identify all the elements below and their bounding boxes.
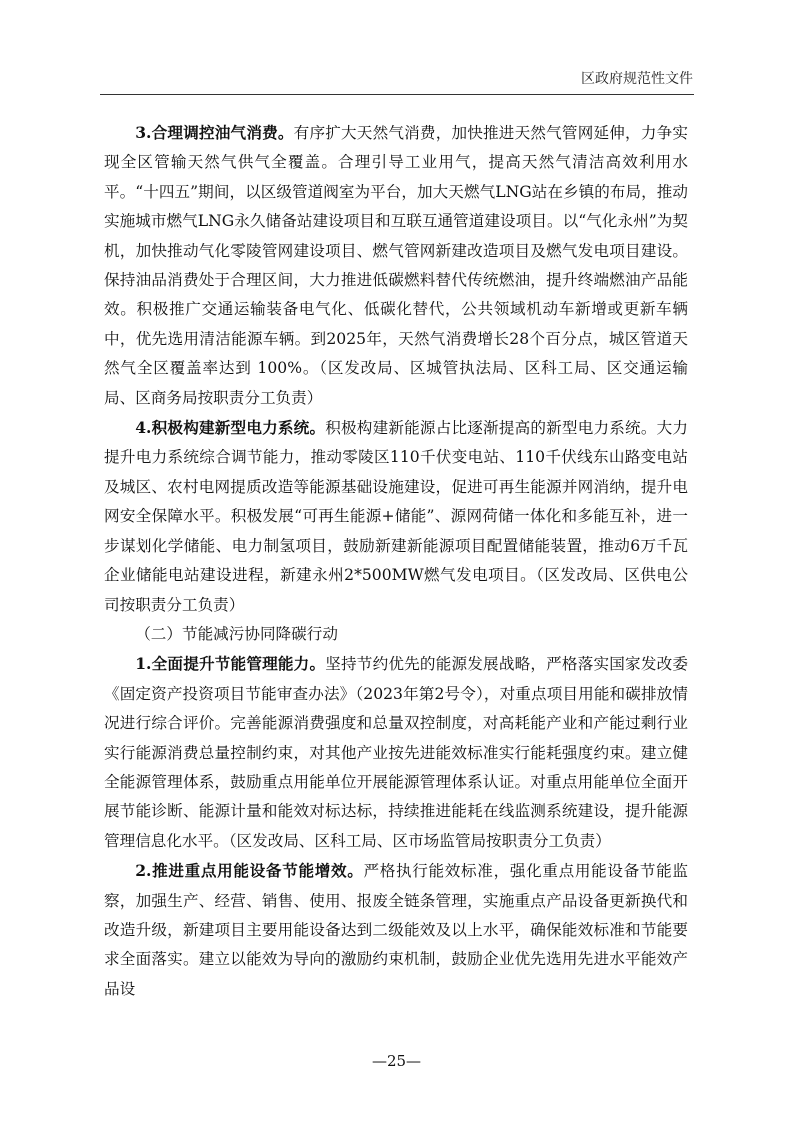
- paragraph-equipment-efficiency: [104, 856, 688, 1004]
- paragraph-oil-gas-consumption: [104, 118, 688, 413]
- page-number: —25—: [371, 1052, 422, 1070]
- paragraph-lead: 4.积极构建新型电力系统。: [135, 418, 326, 438]
- paragraph-text: 严格执行能效标准，强化重点用能设备节能监察，加强生产、经营、销售、使用、报废全链条管理，实施重点产品设备更新换代和改造升级，新建项目主要用能设备达到二级能效及以上水平，确保能效标准和节能要求全面落实。建立以能效为导向的激励约束机制，鼓励企业优先选用先进水平能效产品设: [104, 862, 688, 998]
- paragraph-lead: 2.推进重点用能设备节能增效。: [135, 861, 364, 881]
- paragraph-text: 有序扩大天然气消费，加快推进天然气管网延伸，力争实现全区管输天然气供气全覆盖。合理引导工业用气，提高天然气清洁高效利用水平。“十四五”期间，以区级管道阀室为平台，加大天燃气LNG站在乡镇的布局，推动实施城市燃气LNG永久储备站建设项目和互联互通管道建设项目。以“气化永州”为契机，加快推动气化零陵管网建设项目、燃气管网新建改造项目及燃气发电项目建设。保持油品消费处于合理区间，大力推进低碳燃料替代传统燃油，提升终端燃油产品能效。积极推广交通运输装备电气化、低碳化替代，公共领域机动车新增或更新车辆中，优先选用清洁能源车辆。到2025年，天然气消费增长28个百分点，城区管道天然气全区覆盖率达到 100%。（区发改局、区城管执法局、区科工局、区交通运输局、区商务局按职责分工负责）: [104, 124, 688, 407]
- paragraph-new-power-system: [104, 413, 688, 620]
- paragraph-lead: 1.全面提升节能管理能力。: [135, 654, 326, 674]
- header-divider: [100, 94, 694, 95]
- document-body: [104, 118, 688, 1004]
- section-heading: （二）节能减污协同降碳行动: [135, 624, 338, 643]
- paragraph-text: 积极构建新能源占比逐渐提高的新型电力系统。大力提升电力系统综合调节能力，推动零陵区110千伏变电站、110千伏线东山路变电站及城区、农村电网提质改造等能源基础设施建设，促进可再生能源并网消纳，提升电网安全保障水平。积极发展“可再生能源+储能”、源网荷储一体化和多能互补，进一步谋划化学储能、电力制氢项目，鼓励新建新能源项目配置储能装置，推动6万千瓦企业储能电站建设进程，新建永州2*500MW燃气发电项目。（区发改局、区供电公司按职责分工负责）: [104, 419, 688, 614]
- document-header-label: 区政府规范性文件: [581, 71, 693, 87]
- paragraph-lead: 3.合理调控油气消费。: [135, 123, 294, 142]
- paragraph-text: 坚持节约优先的能源发展战略，严格落实国家发改委《固定资产投资项目节能审查办法》（2023年第2号令），对重点项目用能和碳排放情况进行综合评价。完善能源消费强度和总量双控制度，对高耗能产业和产能过剩行业实行能源消费总量控制约束，对其他产业按先进能效标准实行能耗强度约束。建立健全能源管理体系，鼓励重点用能单位开展能源管理体系认证。对重点用能单位全面开展节能诊断、能源计量和能效对标达标，持续推进能耗在线监测系统建设，提升能源管理信息化水平。（区发改局、区科工局、区市场监管局按职责分工负责）: [104, 655, 688, 850]
- paragraph-energy-management: [104, 649, 688, 856]
